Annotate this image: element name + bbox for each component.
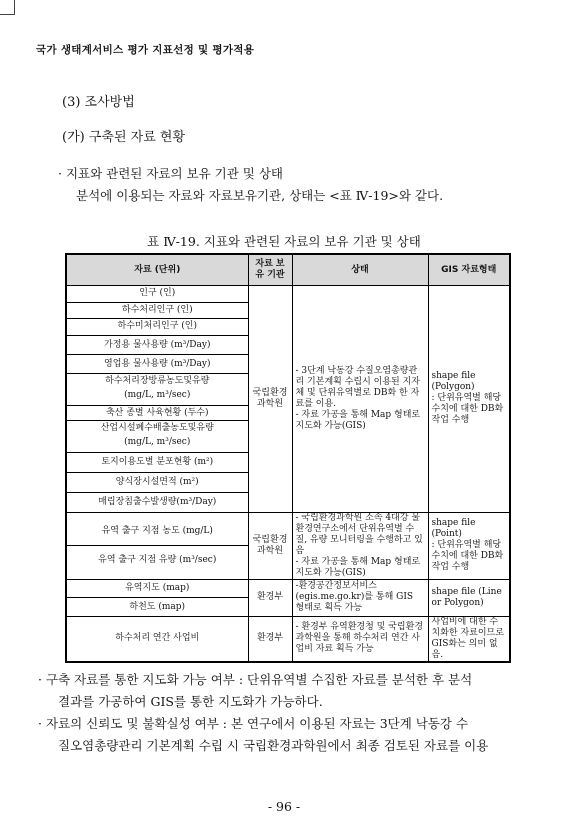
table-item: 유역 출구 지점 농도 (mg/L) — [101, 525, 213, 536]
bullet-mapping: · 구축 자료를 통한 지도화 가능 여부 : 단위유역별 수집한 자료를 분석한 후 분석 — [38, 672, 473, 687]
table-item-multiline — [67, 420, 248, 452]
bullet-mapping-detail: 결과를 가공하여 GIS를 통한 지도화가 가능하다. — [58, 694, 323, 709]
table-item: 양식장시설면적 (m²) — [67, 472, 248, 492]
group4-org: 환경부 — [248, 616, 292, 662]
group1-gis: shape file (Polygon) : 단위유역별 해당 수치에 대한 DB화 작업 수행 — [428, 286, 510, 513]
table-item: 하수미처리인구 (인) — [67, 318, 248, 335]
group1-status: - 3단계 낙동강 수질오염총량관리 기본계획 수립시 이용된 지자체 및 단위유역별로 DB화 한 자료를 이용. - 자료 가공을 통해 Map 형태로 지도화 가능(GIS) — [292, 286, 428, 513]
group4-gis: 사업비에 대한 수치화한 자료이므로 GIS화는 의미 없음. — [428, 616, 510, 662]
data-holdings-table — [65, 253, 511, 663]
table-item: 가정용 물사용량 (m³/Day) — [67, 335, 248, 354]
header-gis-type: GIS 자료형태 — [428, 254, 510, 286]
table-item: 유역지도 (map) — [125, 582, 190, 593]
group3-status: -환경공간정보서비스 (egis.me.go.kr)를 통해 GIS 형태로 획득 가능 — [292, 579, 428, 616]
group2-status: - 국립환경과학원 소속 4대강 물환경연구소에서 단위유역별 수질, 유량 모니터링을 수행하고 있음 - 자료 가공을 통해 Map 형태로 지도화 가능(GIS) — [292, 512, 428, 579]
table-item: 영업용 물사용량 (m³/Day) — [67, 354, 248, 373]
table-item: (mg/L, m³/sec) — [124, 389, 191, 400]
running-header: 국가 생태계서비스 평가 지표선정 및 평가적용 — [36, 44, 255, 56]
bullet-data-holders: · 지표와 관련된 자료의 보유 기관 및 상태 — [58, 166, 283, 181]
table-item: 토지이용도별 분포현황 (m²) — [67, 452, 248, 472]
group4-status: - 환경부 유역환경청 및 국립환경과학원을 통해 하수처리 연간 사업비 자료 획득 가능 — [292, 616, 428, 662]
table-item: 매립장침출수발생량(m³/Day) — [67, 492, 248, 512]
table-item: 하천도 (map) — [67, 597, 248, 616]
bullet-data-holders-detail: 분석에 이용되는 자료와 자료보유기관, 상태는 <표 Ⅳ-19>와 같다. — [76, 188, 444, 203]
group2-items — [66, 512, 248, 579]
group3-gis: shape file (Line or Polygon) — [428, 579, 510, 616]
table-item: 산업시설폐수배출농도및유량 — [100, 422, 214, 433]
table-item: 인구 (인) — [139, 288, 176, 298]
header-holding-org: 자료 보유 기관 — [248, 254, 292, 286]
table-item: 축산 종별 사육현황 (두수) — [67, 405, 248, 420]
subsection-heading: (가) 구축된 자료 현황 — [62, 130, 186, 145]
header-data-unit: 자료 (단위) — [66, 254, 248, 286]
group3-org: 환경부 — [248, 579, 292, 616]
table-item: 하수처리인구 (인) — [67, 302, 248, 319]
table-item: 유역 출구 지점 유량 (m³/sec) — [67, 545, 248, 575]
section-heading: (3) 조사방법 — [62, 95, 135, 110]
group4-item: 하수처리 연간 사업비 — [66, 616, 248, 662]
group1-org: 국립환경과학원 — [248, 286, 292, 513]
table-caption: 표 Ⅳ-19. 지표와 관련된 자료의 보유 기관 및 상태 — [147, 234, 421, 249]
page-number: - 96 - — [267, 799, 301, 814]
group1-items — [66, 286, 248, 513]
group2-org: 국립환경과학원 — [248, 512, 292, 579]
header-status: 상태 — [292, 254, 428, 286]
crop-mark — [0, 0, 15, 15]
table-item-multiline — [67, 373, 248, 405]
group2-gis: shape file (Point) : 단위유역별 해당 수치에 대한 DB화 작업 수행 — [428, 512, 510, 579]
table-item: (mg/L, m³/sec) — [124, 436, 191, 447]
bullet-reliability: · 자료의 신뢰도 및 불확실성 여부 : 본 연구에서 이용된 자료는 3단계 낙동강 수 — [38, 716, 469, 731]
bullet-reliability-detail: 질오염총량관리 기본계획 수립 시 국립환경과학원에서 최종 검토된 자료를 이용 — [58, 738, 489, 753]
table-item: 하수처리장방류농도및유량 — [105, 375, 210, 386]
group3-items — [66, 579, 248, 616]
